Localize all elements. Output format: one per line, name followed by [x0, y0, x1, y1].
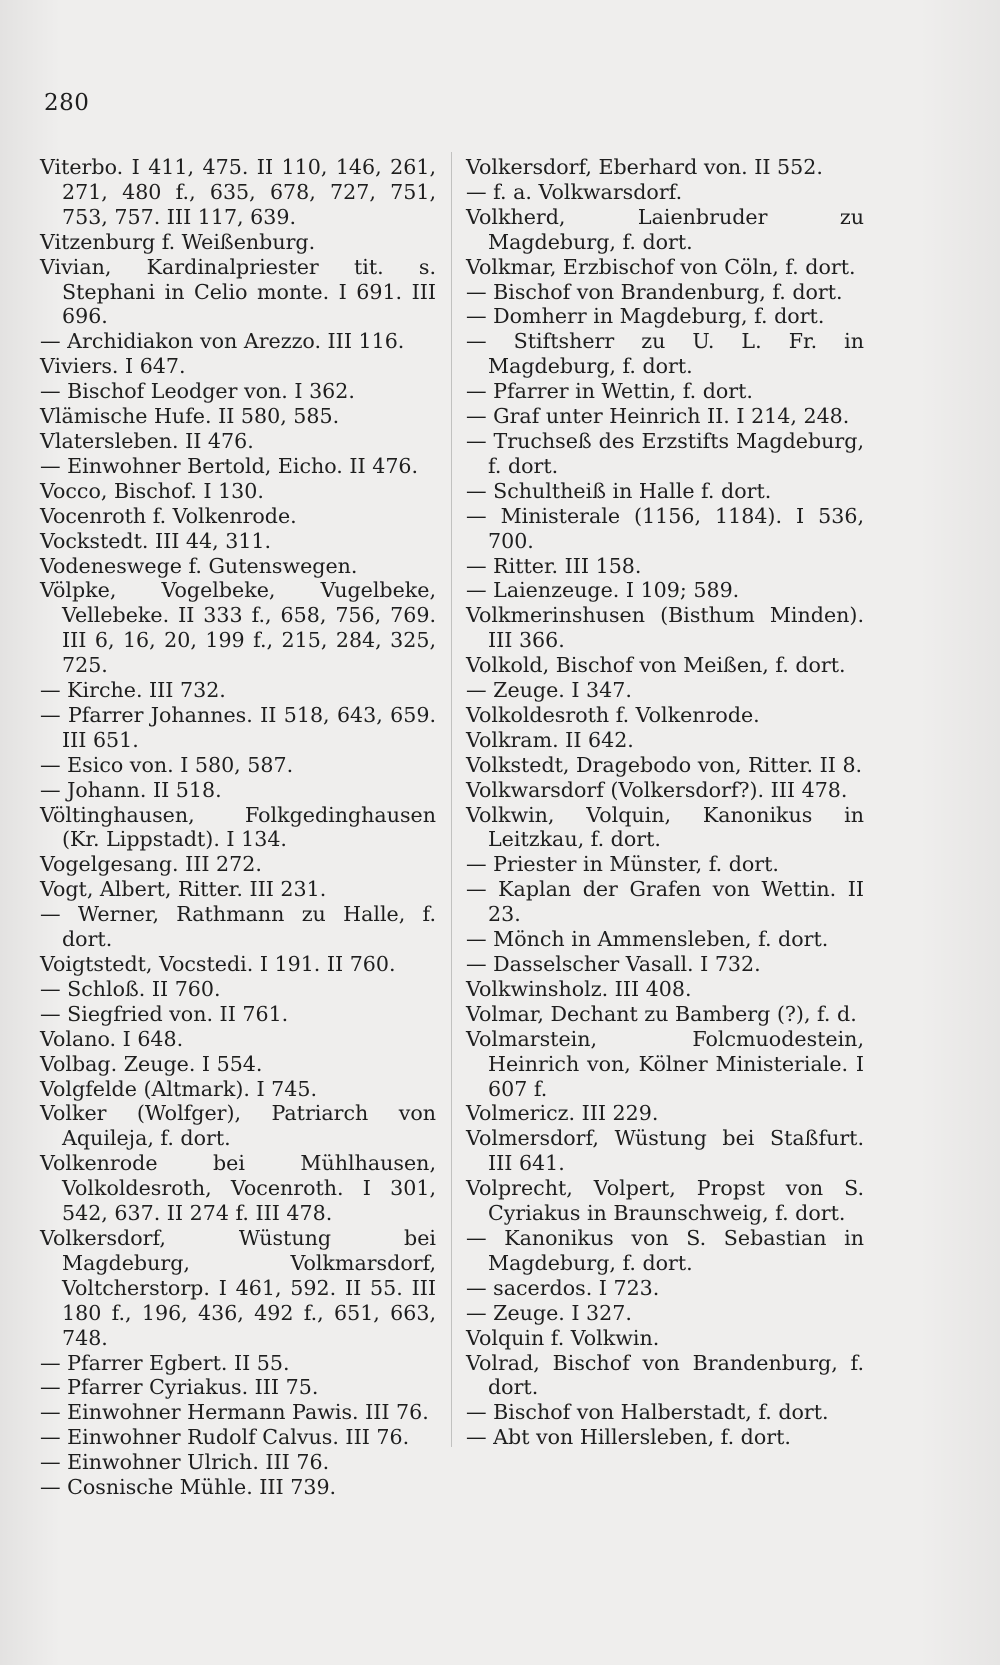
- index-entry: — Pfarrer Johannes. II 518, 643, 659. III 651.: [40, 702, 436, 752]
- index-entry: — Pfarrer in Wettin, f. dort.: [466, 379, 753, 404]
- index-entry: Völpke, Vogelbeke, Vugelbeke, Vellebeke. II 333 f., 658, 756, 769. III 6, 16, 20, 199 f., 215, 284, 325, 725.: [40, 578, 436, 678]
- index-entry: Volkmar, Erzbischof von Cöln, f. dort.: [466, 254, 856, 279]
- index-entry: Volmarstein, Folcmuodestein, Heinrich von, Kölner Ministeriale. I 607 f.: [466, 1026, 864, 1101]
- index-entry: Vogt, Albert, Ritter. III 231.: [40, 877, 327, 902]
- column-divider: [451, 152, 452, 1447]
- index-entry: Volprecht, Volpert, Propst von S. Cyriakus in Braunschweig, f. dort.: [466, 1176, 864, 1226]
- index-entry: — Einwohner Hermann Pawis. III 76.: [40, 1400, 429, 1425]
- index-entry: — Cosnische Mühle. III 739.: [40, 1475, 337, 1500]
- index-entry: Volkwin, Volquin, Kanonikus in Leitzkau, f. dort.: [466, 802, 864, 852]
- index-entry: Volkram. II 642.: [466, 727, 634, 752]
- index-entry: — Johann. II 518.: [40, 777, 222, 802]
- index-entry: Volkstedt, Dragebodo von, Ritter. II 8.: [466, 752, 863, 777]
- index-entry: — Esico von. I 580, 587.: [40, 752, 294, 777]
- index-entry: — Kaplan der Grafen von Wettin. II 23.: [466, 877, 864, 927]
- index-entry: — Einwohner Ulrich. III 76.: [40, 1450, 330, 1475]
- index-entry: Volgfelde (Altmark). I 745.: [40, 1076, 318, 1101]
- index-entry: — Priester in Münster, f. dort.: [466, 852, 779, 877]
- index-entry: Volbag. Zeuge. I 554.: [40, 1051, 263, 1076]
- index-entry: — Schloß. II 760.: [40, 976, 221, 1001]
- index-entry: — Einwohner Rudolf Calvus. III 76.: [40, 1425, 410, 1450]
- index-entry: Volkmerinshusen (Bisthum Minden). III 366.: [466, 603, 864, 653]
- index-entry: — Einwohner Bertold, Eicho. II 476.: [40, 453, 419, 478]
- index-entry: Volquin f. Volkwin.: [466, 1325, 660, 1350]
- index-entry: — Kanonikus von S. Sebastian in Magdeburg, f. dort.: [466, 1225, 864, 1275]
- index-entry: Volmersdorf, Wüstung bei Staßfurt. III 641.: [466, 1126, 864, 1176]
- index-entry: Volano. I 648.: [40, 1026, 184, 1051]
- index-entry: Volkoldesroth f. Volkenrode.: [466, 702, 760, 727]
- index-entry: Volkwarsdorf (Volkersdorf?). III 478.: [466, 777, 848, 802]
- index-entry: Voigtstedt, Vocstedi. I 191. II 760.: [40, 952, 396, 976]
- index-column-right: [466, 155, 864, 1450]
- index-entry: Volkherd, Laienbruder zu Magdeburg, f. dort.: [466, 204, 864, 254]
- index-entry: — Ministerale (1156, 1184). I 536, 700.: [466, 503, 864, 553]
- index-entry: Volkwinsholz. III 408.: [466, 976, 692, 1001]
- index-entry: Vogelgesang. III 272.: [40, 852, 262, 877]
- index-entry: — Truchseß des Erzstifts Magdeburg, f. dort.: [466, 428, 864, 478]
- index-entry: — Abt von Hillersleben, f. dort.: [466, 1425, 791, 1450]
- index-entry: — Bischof Leodger von. I 362.: [40, 379, 355, 404]
- index-entry: — Bischof von Halberstadt, f. dort.: [466, 1400, 829, 1425]
- index-entry: Völtinghausen, Folkgedinghausen (Kr. Lippstadt). I 134.: [40, 802, 436, 852]
- index-entry: — Zeuge. I 347.: [466, 678, 632, 703]
- index-entry: Volker (Wolfger), Patriarch von Aquileja, f. dort.: [40, 1101, 436, 1151]
- index-entry: — Ritter. III 158.: [466, 553, 642, 578]
- index-entry: — Mönch in Ammensleben, f. dort.: [466, 927, 829, 952]
- index-entry: — Zeuge. I 327.: [466, 1300, 632, 1325]
- index-entry: — Archidiakon von Arezzo. III 116.: [40, 329, 405, 354]
- index-entry: Volkenrode bei Mühlhausen, Volkoldesroth, Vocenroth. I 301, 542, 637. II 274 f. III 478.: [40, 1151, 436, 1226]
- index-entry: — Domherr in Magdeburg, f. dort.: [466, 304, 825, 329]
- index-entry: Vocco, Bischof. I 130.: [40, 478, 264, 503]
- index-entry: — f. a. Volkwarsdorf.: [466, 179, 683, 204]
- index-entry: — sacerdos. I 723.: [466, 1275, 660, 1300]
- index-entry: — Graf unter Heinrich II. I 214, 248.: [466, 404, 850, 429]
- index-entry: — Dasselscher Vasall. I 732.: [466, 952, 761, 976]
- index-entry: Vlämische Hufe. II 580, 585.: [40, 404, 340, 429]
- index-entry: — Stiftsherr zu U. L. Fr. in Magdeburg, f. dort.: [466, 329, 864, 379]
- index-entry: Viviers. I 647.: [40, 354, 186, 379]
- index-entry: — Bischof von Brandenburg, f. dort.: [466, 279, 843, 304]
- index-entry: Volkold, Bischof von Meißen, f. dort.: [466, 653, 846, 678]
- index-entry: Volmar, Dechant zu Bamberg (?), f. d.: [466, 1001, 857, 1026]
- index-entry: — Schultheiß in Halle f. dort.: [466, 478, 772, 503]
- index-entry: Volmericz. III 229.: [466, 1101, 659, 1126]
- index-entry: — Pfarrer Cyriakus. III 75.: [40, 1375, 319, 1400]
- index-entry: Viterbo. I 411, 475. II 110, 146, 261, 271, 480 f., 635, 678, 727, 751, 753, 757. III 117, 639.: [40, 155, 436, 229]
- index-entry: Vlatersleben. II 476.: [40, 428, 254, 453]
- index-entry: — Pfarrer Egbert. II 55.: [40, 1350, 290, 1375]
- index-entry: Vockstedt. III 44, 311.: [40, 528, 272, 553]
- index-entry: Volrad, Bischof von Brandenburg, f. dort.: [466, 1350, 864, 1400]
- index-entry: — Laienzeuge. I 109; 589.: [466, 578, 740, 603]
- page-number: 280: [44, 90, 90, 116]
- index-entry: Volkersdorf, Eberhard von. II 552.: [466, 155, 823, 179]
- index-entry: — Siegfried von. II 761.: [40, 1001, 289, 1026]
- index-entry: — Kirche. III 732.: [40, 678, 226, 703]
- index-entry: — Werner, Rathmann zu Halle, f. dort.: [40, 902, 436, 952]
- index-entry: Vivian, Kardinalpriester tit. s. Stephani in Celio monte. I 691. III 696.: [40, 254, 436, 329]
- index-entry: Vodeneswege f. Gutenswegen.: [40, 553, 358, 578]
- index-entry: Vitzenburg f. Weißenburg.: [40, 229, 316, 254]
- index-column-left: [40, 155, 436, 1500]
- index-entry: Volkersdorf, Wüstung bei Magdeburg, Volkmarsdorf, Voltcherstorp. I 461, 592. II 55. III 180 f., 196, 436, 492 f., 651, 663, 748.: [40, 1225, 436, 1350]
- index-entry: Vocenroth f. Volkenrode.: [40, 503, 297, 528]
